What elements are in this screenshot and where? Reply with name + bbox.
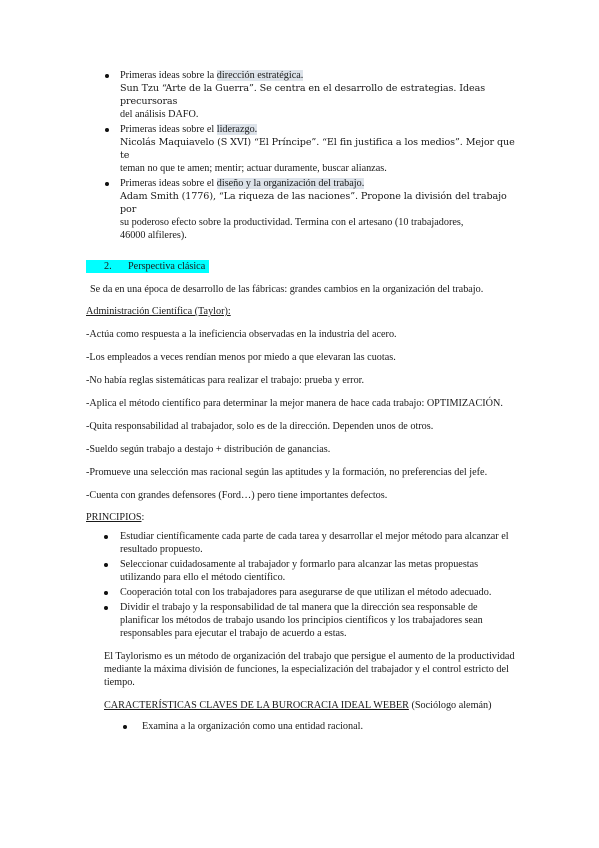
weber-heading-line — [86, 699, 518, 712]
list-item-lead: Primeras ideas sobre el — [120, 178, 217, 189]
highlighted-phrase: liderazgo. — [216, 124, 258, 135]
paragraph: -Los empleados a veces rendían menos por miedo a que elevaran las cuotas. — [86, 352, 396, 363]
bullet-dot-icon — [104, 606, 108, 610]
bullet-dot-icon — [105, 128, 109, 132]
paragraph: -Sueldo según trabajo a destajo + distribución de ganancias. — [86, 444, 331, 455]
handwritten-note: Sun Tzu “Arte de la Guerra”. Se centra en el desarrollo de estrategias. Ideas precursoras — [120, 83, 486, 107]
page-content — [86, 69, 518, 733]
list-item — [86, 720, 518, 733]
highlighted-phrase: dirección estratégica. — [216, 70, 304, 81]
paragraph: -Aplica el método científico para determinar la mejor manera de hace cada trabajo: OPTIMIZACIÓN. — [86, 398, 503, 409]
section-heading — [86, 260, 518, 273]
taylor-points — [86, 328, 518, 502]
section-heading-highlight — [86, 260, 209, 273]
taylor-heading: Administración Científica (Taylor): — [86, 306, 231, 317]
principios-list — [86, 530, 518, 640]
principios-colon: : — [141, 512, 145, 523]
handwritten-note: Nicolás Maquiavelo (S XVI) “El Príncipe”. “El fin justifica a los medios”. Mejor que te — [120, 137, 515, 161]
list-item-text: Seleccionar cuidadosamente al trabajador y formarlo para alcanzar las metas propuestas utilizando para ello el método científico. — [120, 559, 479, 583]
list-item — [86, 601, 518, 640]
list-item — [86, 558, 518, 584]
bullet-dot-icon — [105, 74, 109, 78]
principios-heading-line — [86, 511, 518, 524]
weber-heading: CARACTERÍSTICAS CLAVES DE LA BUROCRACIA IDEAL WEBER — [104, 700, 409, 711]
principios-heading: PRINCIPIOS — [86, 512, 142, 523]
list-item — [86, 586, 518, 599]
weber-heading-suffix: (Sociólogo alemán) — [408, 700, 492, 711]
weber-list — [86, 720, 518, 733]
list-item-lead: Primeras ideas sobre la — [120, 70, 217, 81]
bullet-dot-icon — [104, 535, 108, 539]
bullet-dot-icon — [104, 591, 108, 595]
intro-bullet-list — [86, 69, 518, 242]
list-item — [86, 530, 518, 556]
list-item-text: Examina a la organización como una entidad racional. — [142, 721, 364, 732]
list-item-text: Dividir el trabajo y la responsabilidad de tal manera que la dirección sea responsable de planificar los métodos de trabajo usando los principios científicos y los trabajadores sean responsables para ejecutar el trabajo de acuerdo a estas. — [120, 602, 483, 639]
handwritten-note: Adam Smith (1776), “La riqueza de las naciones”. Propone la división del trabajo por — [120, 191, 507, 215]
list-item — [86, 177, 518, 242]
bullet-dot-icon — [105, 182, 109, 186]
list-item-text: Cooperación total con los trabajadores para asegurarse de que utilizan el método adecuado. — [120, 587, 492, 598]
bullet-dot-icon — [123, 725, 127, 729]
highlighted-phrase: diseño y la organización del trabajo. — [216, 178, 365, 189]
list-item-text: del análisis DAFO. — [120, 109, 199, 120]
list-item-text: 46000 alfileres). — [120, 230, 187, 241]
taylorismo-paragraph: El Taylorismo es un método de organización del trabajo que persigue el aumento de la productividad mediante la máxima división de funciones, la especialización del trabajador y el control estricto del tiempo. — [104, 651, 515, 688]
list-item-text: teman no que te amen; mentir; actuar duramente, buscar alianzas. — [120, 163, 387, 174]
paragraph: -Promueve una selección mas racional según las aptitudes y la formación, no preferencias del jefe. — [86, 467, 488, 478]
section-number: 2. — [104, 261, 112, 272]
bullet-dot-icon — [104, 563, 108, 567]
section-title: Perspectiva clásica — [128, 261, 206, 272]
list-item-lead: Primeras ideas sobre el — [120, 124, 217, 135]
list-item-text: su poderoso efecto sobre la productividad. Termina con el artesano (10 trabajadores, — [120, 217, 464, 228]
paragraph: -Quita responsabilidad al trabajador, solo es de la dirección. Dependen unos de otros. — [86, 421, 434, 432]
paragraph: -Cuenta con grandes defensores (Ford…) pero tiene importantes defectos. — [86, 490, 388, 501]
list-item — [86, 69, 518, 121]
list-item-text: Estudiar científicamente cada parte de cada tarea y desarrollar el mejor método para alcanzar el resultado propuesto. — [120, 531, 509, 555]
paragraph: -Actúa como respuesta a la ineficiencia observadas en la industria del acero. — [86, 329, 397, 340]
section-intro: Se da en una época de desarrollo de las fábricas: grandes cambios en la organización del trabajo. — [90, 284, 484, 295]
list-item — [86, 123, 518, 175]
paragraph: -No había reglas sistemáticas para realizar el trabajo: prueba y error. — [86, 375, 365, 386]
